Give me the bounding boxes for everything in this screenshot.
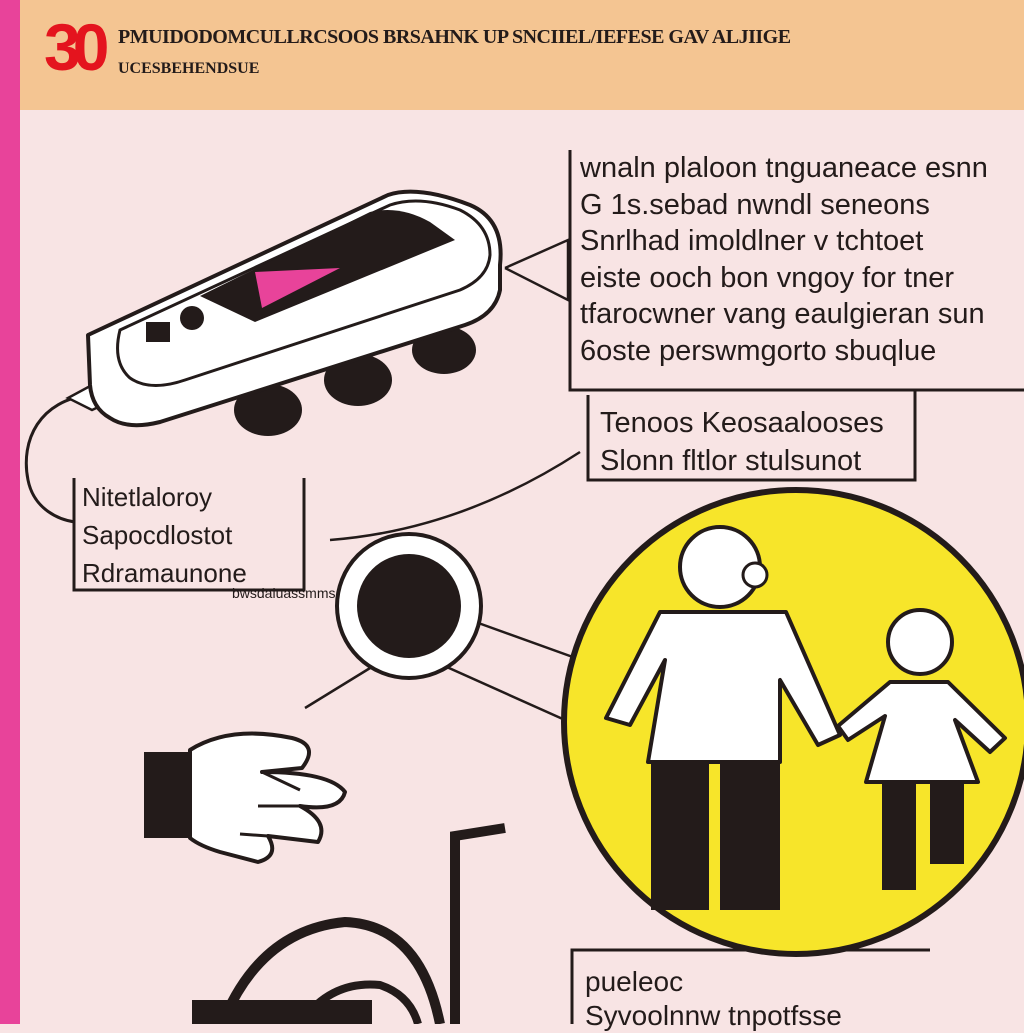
callout-line: tfarocwner vang eaulgieran sun (580, 298, 985, 330)
connector-lens (330, 452, 580, 540)
connector-device (505, 240, 568, 300)
connector-arm-2 (305, 665, 375, 708)
cable (26, 395, 90, 522)
callout-line: Tenoos Keosaalooses (600, 407, 884, 439)
bottom-callout-text (585, 965, 842, 1033)
sensor-lens-icon (337, 534, 481, 678)
callout-line: Rdramaunone (82, 558, 247, 588)
callout-line: Snrlhad imoldlner v tchtoet (580, 225, 924, 257)
left-callout-tag: bwsdaluassmms (232, 585, 336, 601)
callout-line: pueleoc (585, 966, 684, 997)
main-callout-text (580, 150, 988, 369)
callout-line: Slonn fltlor stulsunot (600, 445, 862, 477)
callout-line: G 1s.sebad nwndl seneons (580, 188, 930, 221)
family-sign-icon (564, 490, 1024, 954)
mid-callout-text (600, 404, 884, 480)
callout-line: Syvoolnnw tnpotfsse (585, 1000, 842, 1031)
header-title: PMUIDODOMCULLRCSOOS BRSAHNK UP SNCIIEL/IEFESE GAV ALJIIGE (118, 26, 791, 48)
callout-line: wnaln plaloon tnguaneace esnn (580, 152, 988, 184)
hand-icon (144, 734, 345, 862)
callout-line: Nitetlaloroy (82, 482, 213, 512)
callout-line: eiste ooch bon vngoy for tner (580, 261, 955, 294)
header-subtitle: UCESBEHENDSUE (118, 60, 260, 77)
left-callout-text (82, 478, 247, 592)
callout-line: 6oste perswmgorto sbuqlue (580, 334, 937, 367)
pager-device-icon (88, 192, 501, 436)
callout-line: Sapocdlostot (82, 520, 233, 550)
number-badge: 30 (44, 10, 102, 84)
